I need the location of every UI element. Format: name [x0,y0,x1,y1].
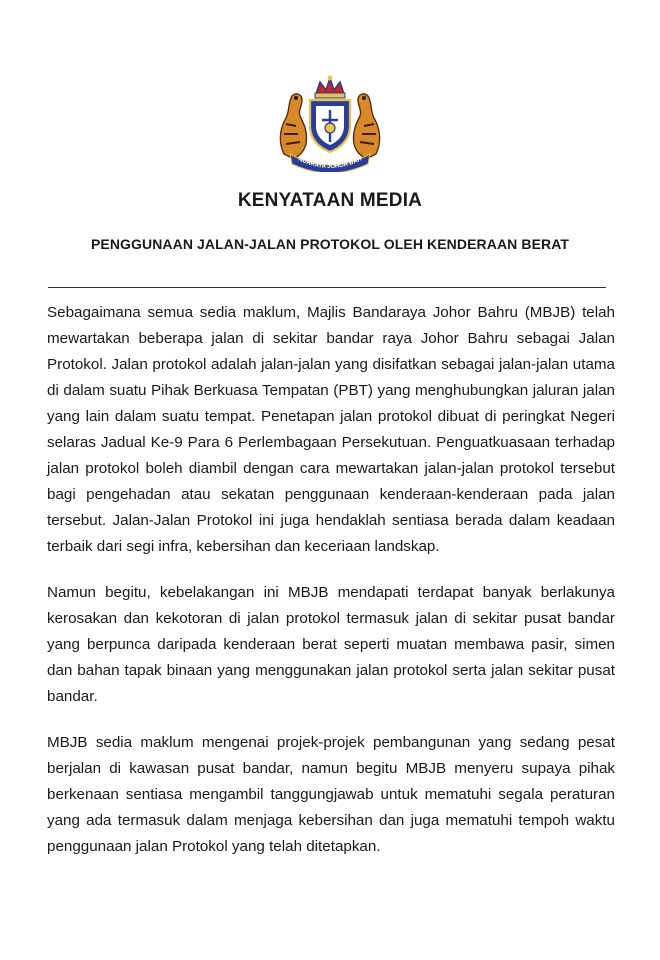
paragraph-3: MBJB sedia maklum mengenai projek-projek pembangunan yang sedang pesat berjalan di kawasan pusat bandar, namun begitu MBJB menyeru supaya pihak berkenaan sentiasa mengambil tanggungjawab untuk mematuhi segala peraturan yang ada termasuk dalam menjaga kebersihan dan juga mematuhi tempoh waktu penggunaan jalan Protokol yang telah ditetapkan. [47,734,615,855]
divider [48,287,606,288]
page-subtitle: PENGGUNAAN JALAN-JALAN PROTOKOL OLEH KENDERAAN BERAT [90,236,570,252]
paragraph-1: Sebagaimana semua sedia maklum, Majlis Bandaraya Johor Bahru (MBJB) telah mewartakan beberapa jalan di sekitar bandar raya Johor Bahru sebagai Jalan Protokol. Jalan protokol adalah jalan-jalan yang disifatkan sebagai jalan-jalan utama di dalam suatu Pihak Berkuasa Tempatan (PBT) yang menghubungkan jaluran jalan yang lain dalam suatu tempat. Penetapan jalan protokol dibuat di peringkat Negeri selaras Jadual Ke-9 Para 6 Perlembagaan Persekutuan. Penguatkuasaan terhadap jalan protokol boleh diambil dengan cara mewartakan jalan-jalan protokol tersebut bagi pengehadan atau sekatan penggunaan kenderaan-kenderaan pada jalan tersebut. Jalan-Jalan Protokol ini juga hendaklah sentiasa berada dalam keadaan terbaik dari segi infra, kebersihan dan keceriaan landskap. [47,304,615,555]
mbjb-crest-logo [272,72,388,172]
crest-icon [272,72,388,172]
statement-body [47,300,615,880]
page-title: KENYATAAN MEDIA [237,190,423,211]
paragraph-2: Namun begitu, kebelakangan ini MBJB mendapati terdapat banyak berlakunya kerosakan dan kekotoran di jalan protokol termasuk jalan di sekitar pusat bandar yang berpunca daripada kenderaan berat seperti muatan membawa pasir, simen dan bahan tapak binaan yang menggunakan jalan protokol serta jalan sekitar pusat bandar. [47,584,615,705]
crest-banner-text: NDARAYA JOHOR BAH [297,156,363,171]
